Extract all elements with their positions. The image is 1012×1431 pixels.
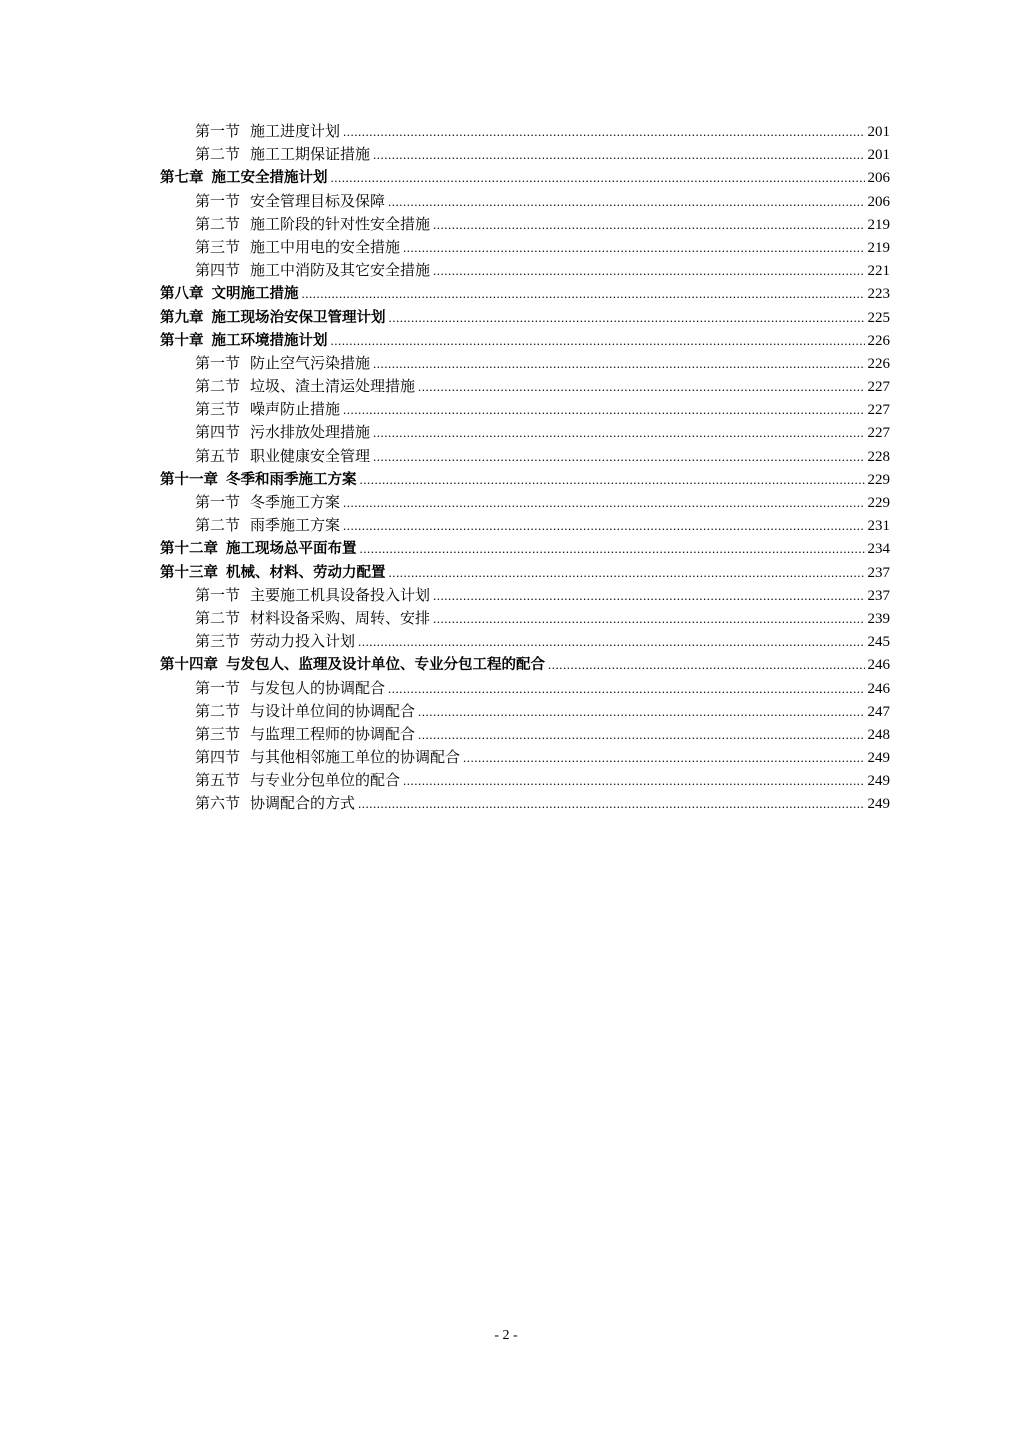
toc-entry-page: 237 xyxy=(867,587,890,604)
toc-dot-leader xyxy=(389,306,865,329)
toc-entry-page: 246 xyxy=(867,680,890,697)
toc-entry-number: 第三节 xyxy=(195,400,241,419)
toc-entry-number: 第二节 xyxy=(195,377,241,396)
toc-dot-leader xyxy=(358,792,864,815)
toc-chapter-entry[interactable] xyxy=(160,306,890,329)
toc-entry-title: 安全管理目标及保障 xyxy=(250,191,386,210)
toc-section-entry[interactable] xyxy=(160,445,890,468)
toc-dot-leader xyxy=(463,746,864,769)
toc-section-entry[interactable] xyxy=(160,375,890,398)
toc-entry-page: 201 xyxy=(867,147,890,164)
toc-entry-number: 第一节 xyxy=(195,353,241,372)
toc-section-entry[interactable] xyxy=(160,746,890,769)
toc-chapter-entry[interactable] xyxy=(160,282,890,305)
toc-dot-leader xyxy=(331,329,865,352)
toc-entry-page: 228 xyxy=(867,448,890,465)
toc-entry-title: 与设计单位间的协调配合 xyxy=(250,701,416,720)
toc-entry-page: 249 xyxy=(867,750,890,767)
toc-dot-leader xyxy=(403,236,864,259)
toc-entry-number: 第三节 xyxy=(195,632,241,651)
toc-entry-number: 第二节 xyxy=(195,214,241,233)
toc-entry-number: 第十四章 xyxy=(160,657,218,674)
toc-section-entry[interactable] xyxy=(160,120,890,143)
toc-section-entry[interactable] xyxy=(160,584,890,607)
toc-dot-leader xyxy=(388,677,864,700)
toc-entry-page: 246 xyxy=(867,657,890,674)
toc-entry-page: 237 xyxy=(867,564,890,581)
toc-entry-number: 第八章 xyxy=(160,286,204,303)
toc-entry-title: 施工中消防及其它安全措施 xyxy=(250,261,431,280)
toc-chapter-entry[interactable] xyxy=(160,329,890,352)
toc-section-entry[interactable] xyxy=(160,630,890,653)
toc-entry-page: 219 xyxy=(867,216,890,233)
toc-entry-title: 与监理工程师的协调配合 xyxy=(250,724,416,743)
toc-entry-number: 第十二章 xyxy=(160,541,218,558)
toc-entry-title: 雨季施工方案 xyxy=(250,516,341,535)
toc-entry-number: 第七章 xyxy=(160,170,204,187)
toc-dot-leader xyxy=(343,514,864,537)
toc-dot-leader xyxy=(343,120,864,143)
toc-entry-page: 226 xyxy=(867,332,890,349)
toc-entry-number: 第一节 xyxy=(195,493,241,511)
toc-entry-title: 协调配合的方式 xyxy=(250,794,356,813)
toc-entry-page: 206 xyxy=(867,170,890,187)
toc-section-entry[interactable] xyxy=(160,769,890,792)
page-number: - 2 - xyxy=(494,1328,518,1343)
toc-entry-title: 与专业分包单位的配合 xyxy=(250,771,401,790)
toc-entry-page: 229 xyxy=(867,495,890,511)
toc-entry-page: 223 xyxy=(867,286,890,303)
toc-entry-title: 主要施工机具设备投入计划 xyxy=(250,585,431,604)
toc-dot-leader xyxy=(373,352,864,375)
toc-entry-page: 249 xyxy=(867,796,890,813)
toc-section-entry[interactable] xyxy=(160,213,890,236)
toc-chapter-entry[interactable] xyxy=(160,166,890,189)
toc-section-entry[interactable] xyxy=(160,491,890,514)
toc-entry-page: 227 xyxy=(867,379,890,396)
toc-entry-number: 第四节 xyxy=(195,423,241,442)
toc-entry-title: 施工工期保证措施 xyxy=(250,145,371,164)
toc-dot-leader xyxy=(343,491,864,514)
toc-entry-title: 施工阶段的针对性安全措施 xyxy=(250,214,431,233)
toc-entry-number: 第二节 xyxy=(195,701,241,720)
toc-entry-title: 与其他相邻施工单位的协调配合 xyxy=(250,748,461,767)
toc-dot-leader xyxy=(302,282,865,305)
toc-entry-number: 第二节 xyxy=(195,145,241,164)
toc-section-entry[interactable] xyxy=(160,421,890,444)
toc-section-entry[interactable] xyxy=(160,398,890,421)
toc-dot-leader xyxy=(373,445,864,468)
toc-entry-page: 226 xyxy=(867,355,890,372)
toc-dot-leader xyxy=(433,213,864,236)
toc-entry-number: 第五节 xyxy=(195,771,241,790)
toc-entry-number: 第三节 xyxy=(195,724,241,743)
toc-entry-title: 垃圾、渣土清运处理措施 xyxy=(250,377,416,396)
toc-entry-page: 225 xyxy=(867,309,890,326)
toc-dot-leader xyxy=(433,259,864,282)
toc-entry-number: 第四节 xyxy=(195,748,241,767)
toc-entry-page: 239 xyxy=(867,610,890,627)
toc-entry-number: 第六节 xyxy=(195,794,241,813)
toc-entry-title: 噪声防止措施 xyxy=(250,400,341,419)
toc-dot-leader xyxy=(358,630,864,653)
toc-chapter-entry[interactable] xyxy=(160,537,890,560)
toc-entry-page: 245 xyxy=(867,634,890,651)
toc-entry-title: 施工现场治安保卫管理计划 xyxy=(211,309,386,326)
toc-section-entry[interactable] xyxy=(160,259,890,282)
toc-entry-title: 与发包人的协调配合 xyxy=(250,678,386,697)
toc-entry-title: 冬季和雨季施工方案 xyxy=(226,471,357,488)
toc-chapter-entry[interactable] xyxy=(160,561,890,584)
toc-entry-title: 文明施工措施 xyxy=(211,286,299,303)
toc-entry-page: 227 xyxy=(867,402,890,419)
toc-section-entry[interactable] xyxy=(160,792,890,815)
toc-section-entry[interactable] xyxy=(160,236,890,259)
toc-entry-title: 施工进度计划 xyxy=(250,122,341,140)
toc-chapter-entry[interactable] xyxy=(160,653,890,676)
toc-dot-leader xyxy=(433,607,864,630)
toc-entry-title: 施工环境措施计划 xyxy=(211,332,328,349)
toc-dot-leader xyxy=(403,769,864,792)
toc-section-entry[interactable] xyxy=(160,677,890,700)
toc-entry-number: 第一节 xyxy=(195,678,241,697)
toc-dot-leader xyxy=(373,143,864,166)
toc-entry-number: 第一节 xyxy=(195,585,241,604)
toc-dot-leader xyxy=(373,421,864,444)
toc-dot-leader xyxy=(418,375,864,398)
toc-entry-number: 第三节 xyxy=(195,237,241,256)
toc-dot-leader xyxy=(360,537,865,560)
toc-entry-page: 229 xyxy=(867,471,890,488)
toc-entry-number: 第四节 xyxy=(195,261,241,280)
toc-dot-leader xyxy=(331,166,865,189)
toc-entry-number: 第一节 xyxy=(195,191,241,210)
toc-entry-title: 施工中用电的安全措施 xyxy=(250,237,401,256)
toc-entry-page: 219 xyxy=(867,239,890,256)
toc-chapter-entry[interactable] xyxy=(160,468,890,491)
toc-entry-number: 第二节 xyxy=(195,516,241,535)
toc-entry-page: 248 xyxy=(867,726,890,743)
toc-entry-title: 职业健康安全管理 xyxy=(250,446,371,465)
toc-entry-page: 249 xyxy=(867,773,890,790)
toc-entry-title: 冬季施工方案 xyxy=(250,493,341,511)
toc-entry-page: 201 xyxy=(867,124,890,140)
toc-entry-number: 第九章 xyxy=(160,309,204,326)
toc-section-entry[interactable] xyxy=(160,352,890,375)
toc-dot-leader xyxy=(389,561,865,584)
toc-entry-page: 234 xyxy=(867,541,890,558)
toc-entry-number: 第一节 xyxy=(195,122,241,140)
toc-entry-page: 247 xyxy=(867,703,890,720)
toc-section-entry[interactable] xyxy=(160,700,890,723)
toc-section-entry[interactable] xyxy=(160,723,890,746)
toc-dot-leader xyxy=(418,700,864,723)
toc-dot-leader xyxy=(433,584,864,607)
toc-entry-title: 施工现场总平面布置 xyxy=(226,541,357,558)
toc-entry-number: 第二节 xyxy=(195,608,241,627)
toc-section-entry[interactable] xyxy=(160,607,890,630)
toc-entry-title: 污水排放处理措施 xyxy=(250,423,371,442)
toc-section-entry[interactable] xyxy=(160,190,890,213)
toc-dot-leader xyxy=(548,653,865,676)
toc-entry-number: 第十一章 xyxy=(160,471,218,488)
toc-entry-title: 防止空气污染措施 xyxy=(250,353,371,372)
toc-dot-leader xyxy=(388,190,864,213)
toc-entry-title: 劳动力投入计划 xyxy=(250,632,356,651)
toc-dot-leader xyxy=(418,723,864,746)
toc-entry-title: 与发包人、监理及设计单位、专业分包工程的配合 xyxy=(226,657,545,674)
toc-entry-title: 施工安全措施计划 xyxy=(211,170,328,187)
toc-entry-number: 第五节 xyxy=(195,446,241,465)
toc-entry-number: 第十章 xyxy=(160,332,204,349)
toc-entry-page: 206 xyxy=(867,193,890,210)
toc-dot-leader xyxy=(360,468,865,491)
toc-section-entry[interactable] xyxy=(160,143,890,166)
toc-dot-leader xyxy=(343,398,864,421)
toc-entry-title: 材料设备采购、周转、安排 xyxy=(250,608,431,627)
toc-section-entry[interactable] xyxy=(160,514,890,537)
toc-entry-page: 227 xyxy=(867,425,890,442)
toc-entry-number: 第十三章 xyxy=(160,564,218,581)
table-of-contents xyxy=(160,120,890,816)
toc-entry-title: 机械、材料、劳动力配置 xyxy=(226,564,386,581)
toc-entry-page: 221 xyxy=(867,263,890,280)
toc-entry-page: 231 xyxy=(867,518,890,535)
